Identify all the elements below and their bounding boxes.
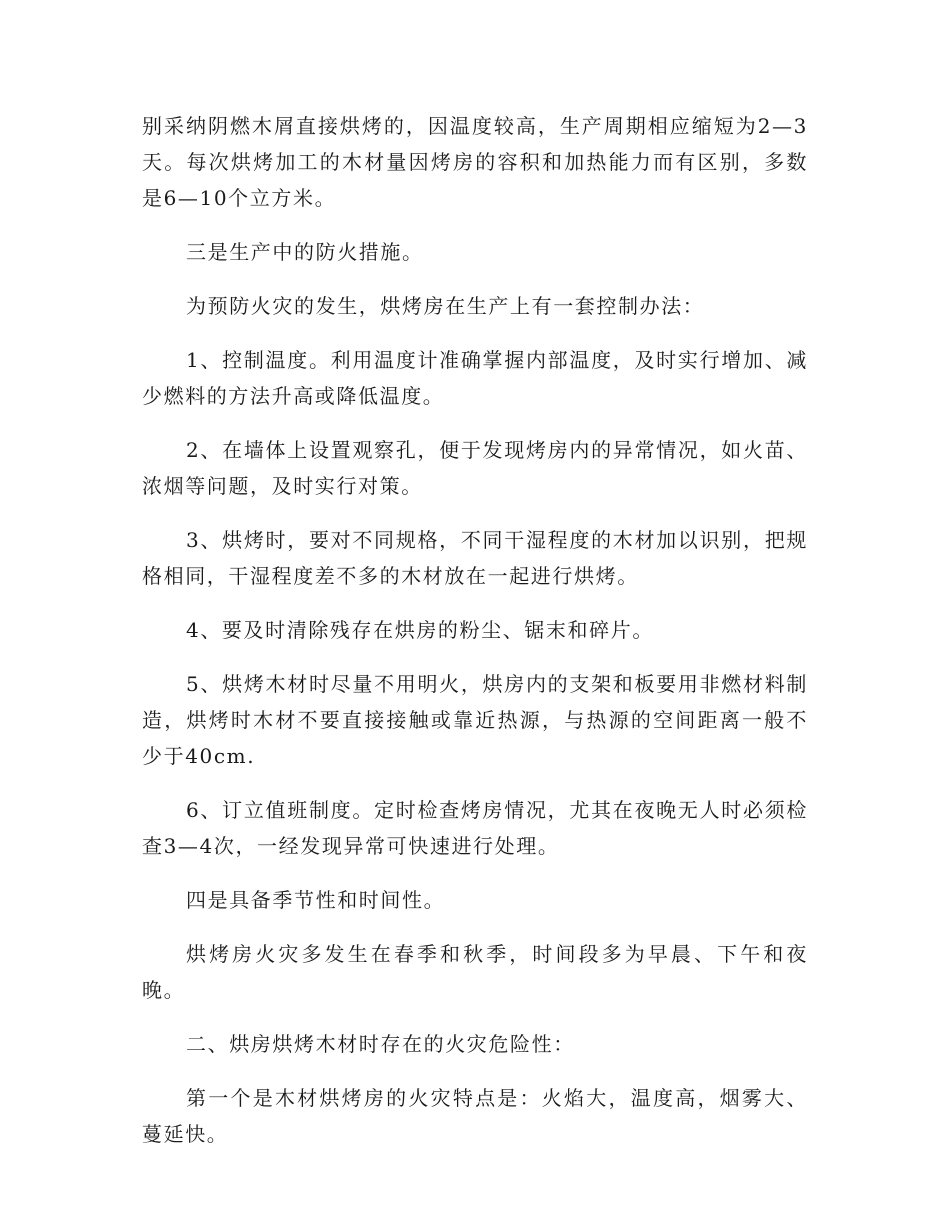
paragraph-section-three: 三是生产中的防火措施。 (186, 240, 424, 264)
paragraph-fire-characteristics: 第一个是木材烘烤房的火灾特点是：火焰大，温度高，烟雾大、蔓延快。 (142, 1086, 808, 1146)
paragraph-continuation: 别采纳阴燃木屑直接烘烤的，因温度较高，生产周期相应缩短为2—3天。每次烘烤加工的木材量因烤房的容积和加热能力而有区别，多数是6—10个立方米。 (142, 114, 808, 210)
document-body (142, 108, 808, 1170)
paragraph-season-time: 烘烤房火灾多发生在春季和秋季，时间段多为早晨、下午和夜晚。 (142, 942, 808, 1002)
paragraph-item-3: 3、烘烤时，要对不同规格，不同干湿程度的木材加以识别，把规格相同，干湿程度差不多的木材放在一起进行烘烤。 (142, 528, 808, 588)
paragraph-control-intro: 为预防火灾的发生，烘烤房在生产上有一套控制办法： (186, 294, 705, 318)
paragraph-item-1: 1、控制温度。利用温度计准确掌握内部温度，及时实行增加、减少燃料的方法升高或降低温度。 (142, 348, 808, 408)
paragraph-section-four: 四是具备季节性和时间性。 (186, 888, 446, 912)
paragraph-item-2: 2、在墙体上设置观察孔，便于发现烤房内的异常情况，如火苗、浓烟等问题，及时实行对策。 (142, 438, 808, 498)
paragraph-item-4: 4、要及时清除残存在烘房的粉尘、锯末和碎片。 (186, 618, 654, 642)
paragraph-item-6: 6、订立值班制度。定时检查烤房情况，尤其在夜晚无人时必须检查3—4次，一经发现异常可快速进行处理。 (142, 798, 808, 858)
paragraph-item-5: 5、烘烤木材时尽量不用明火，烘房内的支架和板要用非燃材料制造，烘烤时木材不要直接接触或靠近热源，与热源的空间距离一般不少于40cm. (142, 672, 808, 768)
paragraph-heading-two: 二、烘房烘烤木材时存在的火灾危险性： (186, 1032, 575, 1056)
